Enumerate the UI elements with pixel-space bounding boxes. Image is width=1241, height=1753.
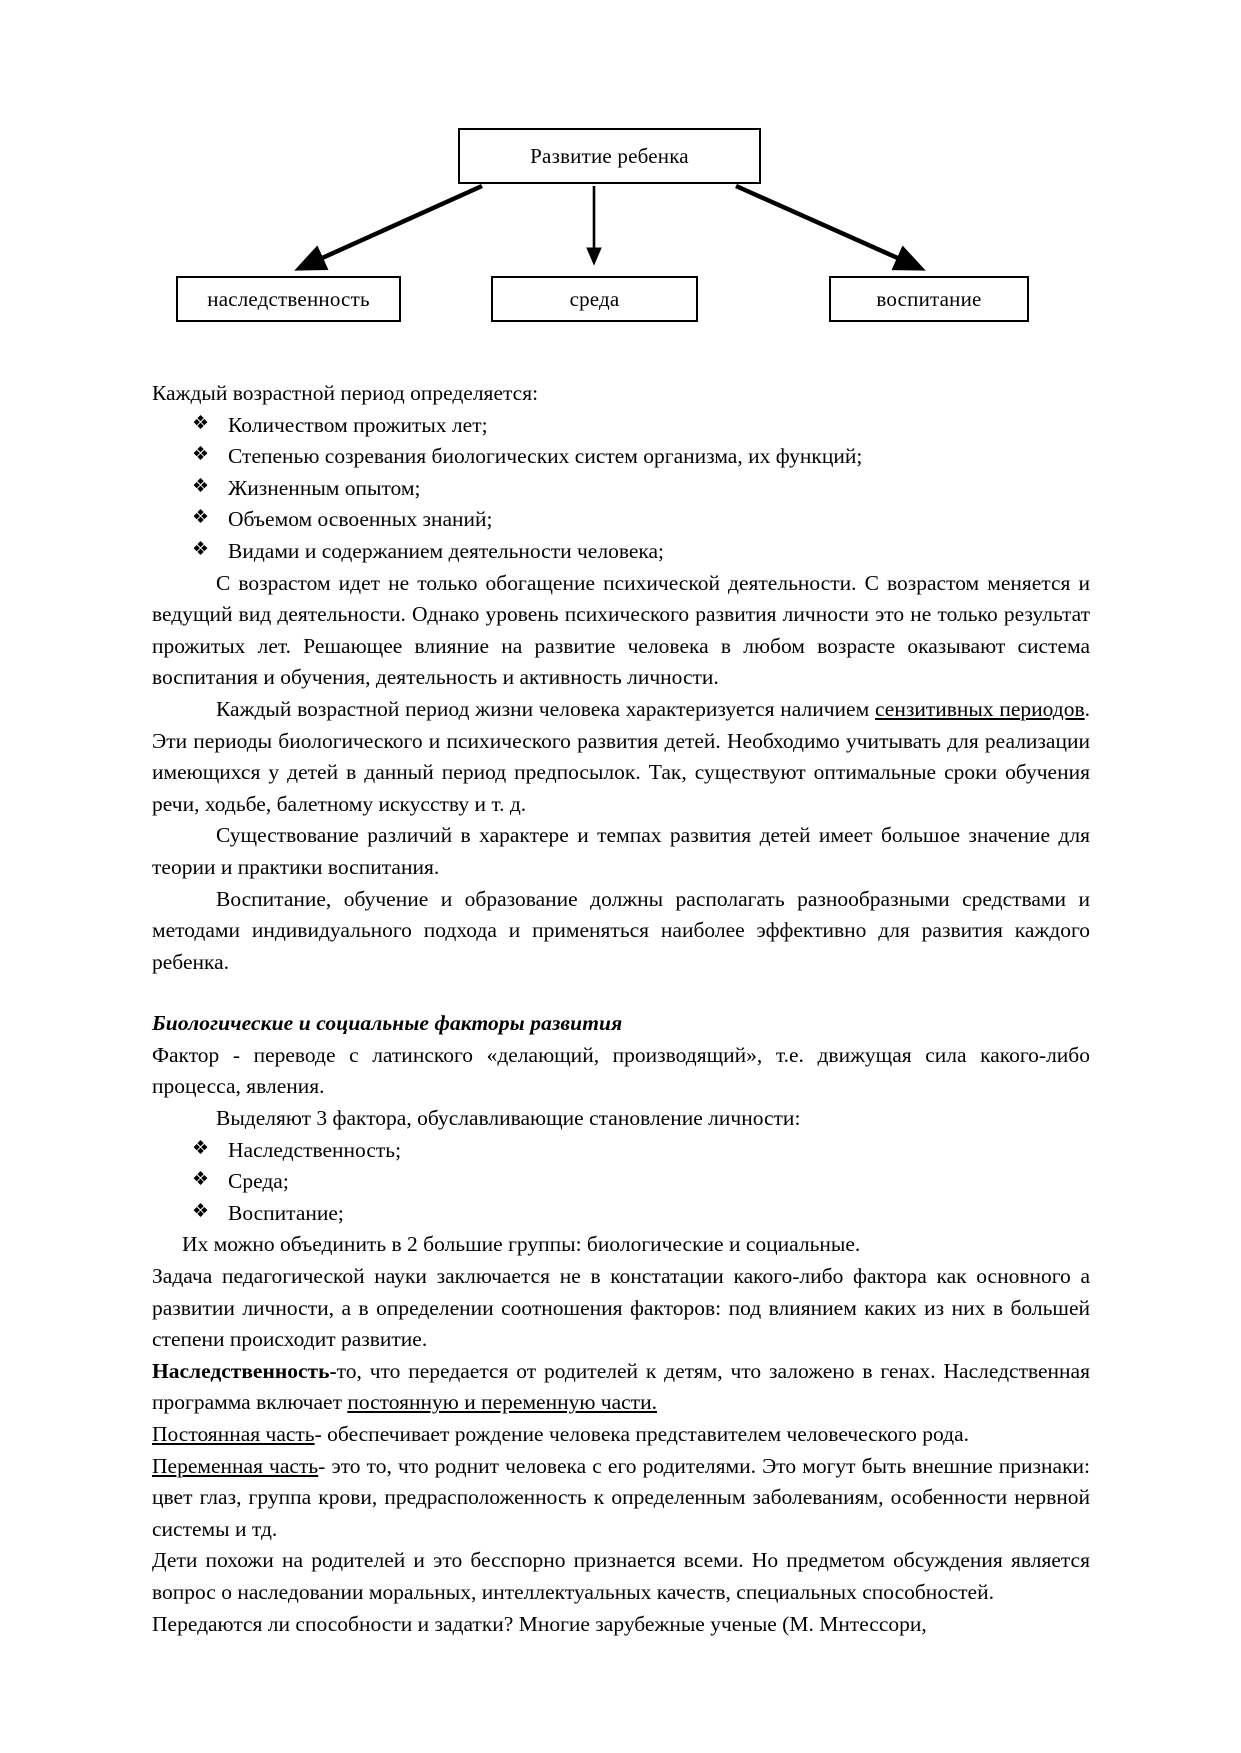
list-item	[152, 1135, 1090, 1167]
paragraph-abilities-inheritance: Передаются ли способности и задатки? Многие зарубежные ученые (М. Мнтессори,	[152, 1611, 927, 1636]
paragraph-constant-part	[152, 1419, 1090, 1451]
list-item-label: Наследственность;	[228, 1137, 402, 1162]
list-item-label: Степенью созревания биологических систем организма, их функций;	[228, 444, 863, 469]
paragraph-differences-importance: Существование различий в характере и темпах развития детей имеет большое значение для теории и практики воспитания.	[152, 823, 1090, 879]
list-item	[152, 1166, 1090, 1198]
list-item-label: Воспитание;	[228, 1200, 344, 1225]
list-item	[152, 504, 1090, 536]
paragraph-three-factors-lead: Выделяют 3 фактора, обуславливающие становление личности:	[216, 1106, 801, 1131]
diamond-bullet-icon: ❖	[192, 1169, 210, 1191]
diagram-node-label: среда	[569, 286, 620, 311]
diagram-node-label: воспитание	[876, 286, 982, 311]
diamond-bullet-icon: ❖	[192, 412, 210, 434]
diamond-bullet-icon: ❖	[192, 538, 210, 560]
section-heading-biological-social-factors: Биологические и социальные факторы развития	[152, 1011, 623, 1036]
paragraph-variable-part	[152, 1451, 1090, 1546]
list-item-label: Видами и содержанием деятельности человека;	[228, 538, 665, 563]
paragraph-factor-definition: Фактор - переводе с латинского «делающий, производящий», т.е. движущая сила какого-либо процесса, явления.	[152, 1042, 1090, 1099]
underlined-term-constant-part: Постоянная часть	[152, 1422, 315, 1446]
list-item	[152, 1198, 1090, 1230]
sentence-part: - обеспечивает рождение человека представителем человеческого рода.	[314, 1422, 970, 1446]
paragraph-sensitive-periods	[152, 694, 1090, 820]
diagram-node-upbringing	[829, 276, 1029, 322]
intro-lead-paragraph: Каждый возрастной период определяется:	[152, 381, 539, 405]
list-item	[152, 441, 1090, 473]
development-factors-diagram	[0, 0, 1241, 340]
list-item	[152, 410, 1090, 442]
list-item-label: Объемом освоенных знаний;	[228, 507, 493, 532]
list-item-label: Среда;	[228, 1169, 289, 1194]
diagram-node-label: Развитие ребенка	[530, 143, 689, 168]
paragraph-age-enrichment: С возрастом идет не только обогащение психической деятельности. С возрастом меняется и ведущий вид деятельности. Однако уровень психического развития личности это не только результат прожитых лет. Решающее влияние на развитие человека в любом возрасте оказывают система воспитания и обучения, деятельность и активность личности.	[152, 570, 1090, 690]
underlined-term-constant-variable-parts: постоянную и переменную части.	[347, 1390, 657, 1415]
sentence-part: - это то, что роднит человека с его родителями. Это могут быть внешние признаки: цвет глаз, группа крови, предрасположенность к определенным заболеваниям, особенности нервной системы и тд.	[152, 1453, 1090, 1541]
arrow-to-heredity	[300, 186, 482, 268]
underlined-term-sensitive-periods: сензитивных периодов	[874, 696, 1085, 721]
diamond-bullet-icon: ❖	[192, 1137, 210, 1159]
age-period-criteria-list	[152, 410, 1090, 568]
diamond-bullet-icon: ❖	[192, 507, 210, 529]
paragraph-pedagogy-task: Задача педагогической науки заключается не в констатации какого-либо фактора как основного а развитии личности, а в определении соотношения факторов: под влиянием каких из них в большей степени происходит развитие.	[152, 1264, 1090, 1352]
document-body	[152, 378, 1090, 1640]
paragraph-children-resemble-parents: Дети похожи на родителей и это бесспорно признается всеми. Но предметом обсуждения является вопрос о наследовании моральных, интеллектуальных качеств, специальных способностей.	[152, 1548, 1090, 1604]
bold-term-heredity: Наследственность-	[152, 1358, 337, 1383]
three-factors-list	[152, 1135, 1090, 1230]
arrow-to-upbringing	[736, 186, 920, 268]
diamond-bullet-icon: ❖	[192, 475, 210, 497]
sentence-part: Каждый возрастной период жизни человека характеризуется наличием	[216, 696, 875, 721]
paragraph-education-methods: Воспитание, обучение и образование должны располагать разнообразными средствами и методами индивидуального подхода и применяться наиболее эффективно для развития каждого ребенка.	[152, 886, 1090, 974]
paragraph-heredity-definition	[152, 1356, 1090, 1419]
sentence-part: то, что передается от родителей к детям, что заложено в генах. Наследственная программа включает	[152, 1358, 1090, 1415]
list-item	[152, 536, 1090, 568]
paragraph-two-groups: Их можно объединить в 2 большие группы: биологические и социальные.	[182, 1232, 861, 1257]
section-spacer	[152, 978, 1090, 1008]
list-item-label: Количеством прожитых лет;	[228, 412, 488, 437]
sentence-part: . Эти периоды биологического и психического развития детей. Необходимо учитывать для реализации имеющихся у детей в данный период предпосылок. Так, существуют оптимальные сроки обучения речи, ходьбе, балетному искусству и т. д.	[152, 696, 1090, 816]
diamond-bullet-icon: ❖	[192, 444, 210, 466]
diagram-node-heredity	[176, 276, 401, 322]
diamond-bullet-icon: ❖	[192, 1200, 210, 1222]
list-item	[152, 473, 1090, 505]
list-item-label: Жизненным опытом;	[228, 475, 421, 500]
underlined-term-variable-part: Переменная часть	[152, 1453, 319, 1478]
diagram-node-child-development	[458, 128, 761, 184]
diagram-node-environment	[491, 276, 698, 322]
diagram-node-label: наследственность	[207, 286, 370, 311]
